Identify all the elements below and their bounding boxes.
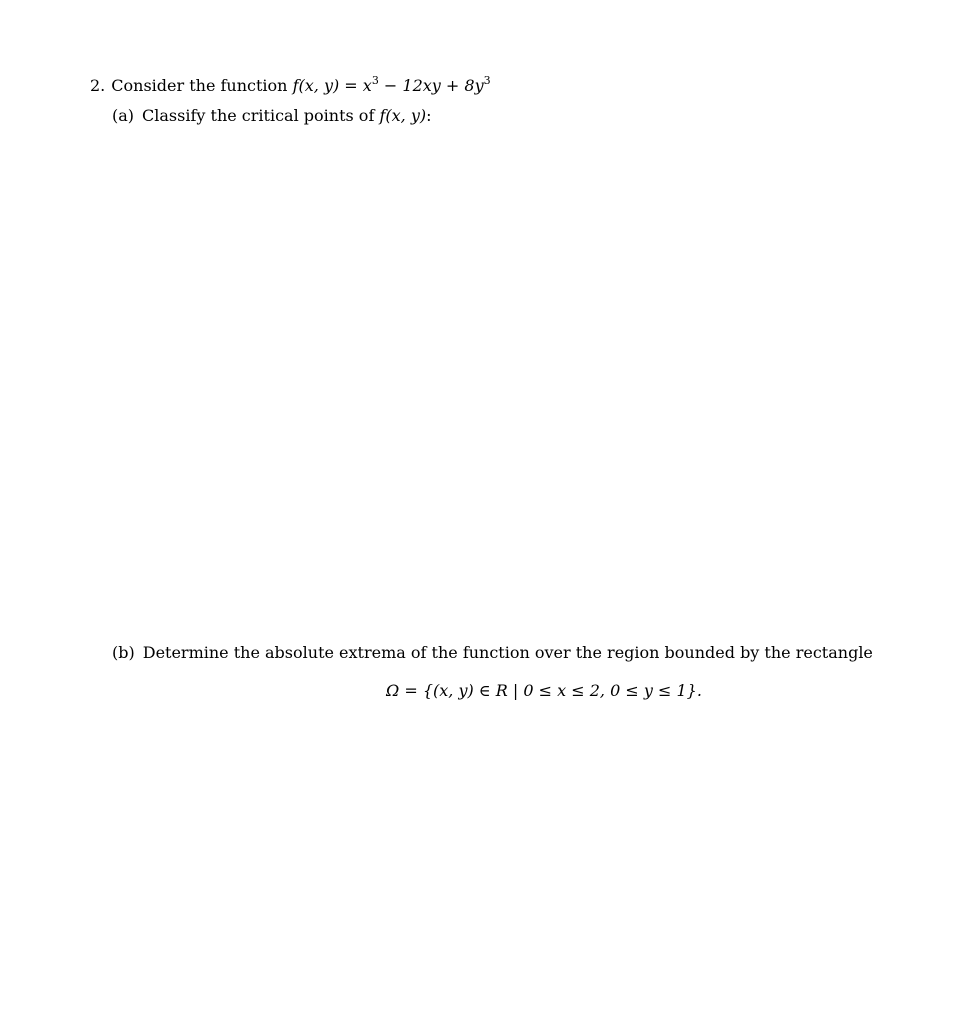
region-definition: Ω = {(x, y) ∈ R | 0 ≤ x ≤ 2, 0 ≤ y ≤ 1}. — [386, 681, 702, 700]
part-a-tail: : — [426, 106, 432, 125]
function-definition — [293, 76, 491, 95]
question-statement — [90, 71, 491, 96]
part-a — [112, 106, 431, 126]
part-b — [112, 643, 873, 663]
part-b-label: (b) — [112, 643, 135, 662]
question-number: 2. — [90, 76, 106, 95]
function-middle: − 12xy + 8y — [378, 76, 484, 95]
part-a-label: (a) — [112, 106, 135, 125]
part-b-text: Determine the absolute extrema of the function over the region bounded by the rectangle — [142, 643, 873, 662]
exponent-2: 3 — [483, 74, 491, 87]
part-a-math: f(x, y) — [379, 106, 427, 125]
function-lhs: f(x, y) = x — [292, 76, 372, 95]
exponent-1: 3 — [371, 74, 379, 87]
question-intro: Consider the function — [111, 76, 293, 95]
part-a-text: Classify the critical points of — [142, 106, 380, 125]
